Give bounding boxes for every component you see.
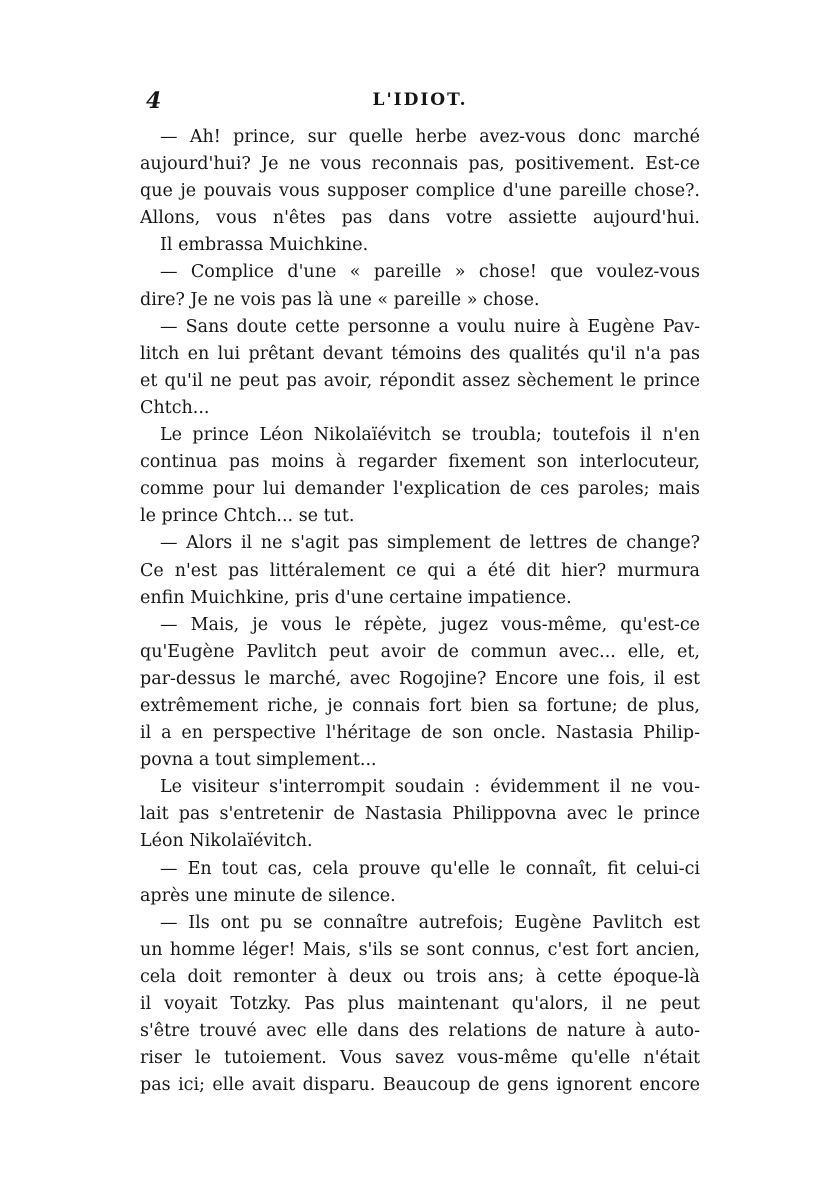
text-line: litch en lui prêtant devant témoins des qualités qu'il n'a pas: [140, 343, 700, 364]
text-line: riser le tutoiement. Vous savez vous-même qu'elle n'était: [140, 1048, 700, 1069]
text-line: — Complice d'une « pareille » chose! que voulez-vous: [160, 262, 700, 283]
text-line: lait pas s'entretenir de Nastasia Philippovna avec le prince: [140, 804, 700, 825]
text-line: — Alors il ne s'agit pas simplement de lettres de change?: [160, 533, 700, 554]
text-line: il voyait Totzky. Pas plus maintenant qu'alors, il ne peut: [140, 994, 700, 1014]
text-line: s'être trouvé avec elle dans des relations de nature à auto-: [140, 1021, 700, 1042]
text-line: extrêmement riche, je connais fort bien sa fortune; de plus,: [140, 695, 700, 716]
text-line: Il embrassa Muichkine.: [160, 235, 369, 256]
text-line: — Sans doute cette personne a voulu nuire à Eugène Pav-: [160, 316, 700, 337]
text-line: — Mais, je vous le répète, jugez vous-même, qu'est-ce: [160, 614, 700, 635]
text-line: — Ils ont pu se connaître autrefois; Eugène Pavlitch est: [160, 912, 700, 933]
text-line: Chtch...: [140, 397, 210, 418]
text-line: enfin Muichkine, pris d'une certaine impatience.: [140, 587, 572, 608]
text-line: Ce n'est pas littéralement ce qui a été dit hier? murmura: [140, 560, 700, 581]
text-line: après une minute de silence.: [140, 885, 396, 906]
text-line: un homme léger! Mais, s'ils se sont connus, c'est fort ancien,: [140, 939, 700, 960]
text-line: povna a tout simplement...: [140, 750, 377, 771]
body-text: [140, 124, 700, 1099]
text-line: continua pas moins à regarder fixement son interlocuteur,: [140, 452, 700, 473]
text-line: — Ah! prince, sur quelle herbe avez-vous donc marché: [160, 127, 700, 147]
text-line: que je pouvais vous supposer complice d'une pareille chose?.: [140, 181, 700, 202]
text-line: — En tout cas, cela prouve qu'elle le connaît, fit celui-ci: [160, 858, 700, 879]
text-line: par-dessus le marché, avec Rogojine? Encore une fois, il est: [140, 668, 700, 689]
text-line: dire? Je ne vois pas là une « pareille » chose.: [140, 289, 540, 310]
text-line: Le visiteur s'interrompit soudain : évidemment il ne vou-: [160, 777, 700, 798]
text-line: comme pour lui demander l'explication de ces paroles; mais: [140, 479, 700, 500]
text-line: qu'Eugène Pavlitch peut avoir de commun avec... elle, et,: [140, 641, 700, 662]
text-line: Léon Nikolaïévitch.: [140, 831, 313, 852]
text-line: aujourd'hui? Je ne vous reconnais pas, positivement. Est-ce: [140, 154, 700, 175]
text-line: pas ici; elle avait disparu. Beaucoup de gens ignorent encore: [140, 1075, 700, 1096]
text-line: Le prince Léon Nikolaïévitch se troubla; toutefois il n'en: [160, 425, 700, 446]
page-number: 4: [146, 88, 162, 114]
book-title: L'IDIOT.: [372, 90, 468, 110]
text-line: et qu'il ne peut pas avoir, répondit assez sèchement le prince: [140, 370, 700, 391]
text-line: Allons, vous n'êtes pas dans votre assiette aujourd'hui.: [140, 208, 700, 229]
running-head: [140, 86, 700, 116]
text-line: le prince Chtch... se tut.: [140, 506, 355, 527]
text-line: il a en perspective l'héritage de son oncle. Nastasia Philip-: [140, 723, 700, 744]
text-line: cela doit remonter à deux ou trois ans; à cette époque-là: [140, 966, 700, 987]
